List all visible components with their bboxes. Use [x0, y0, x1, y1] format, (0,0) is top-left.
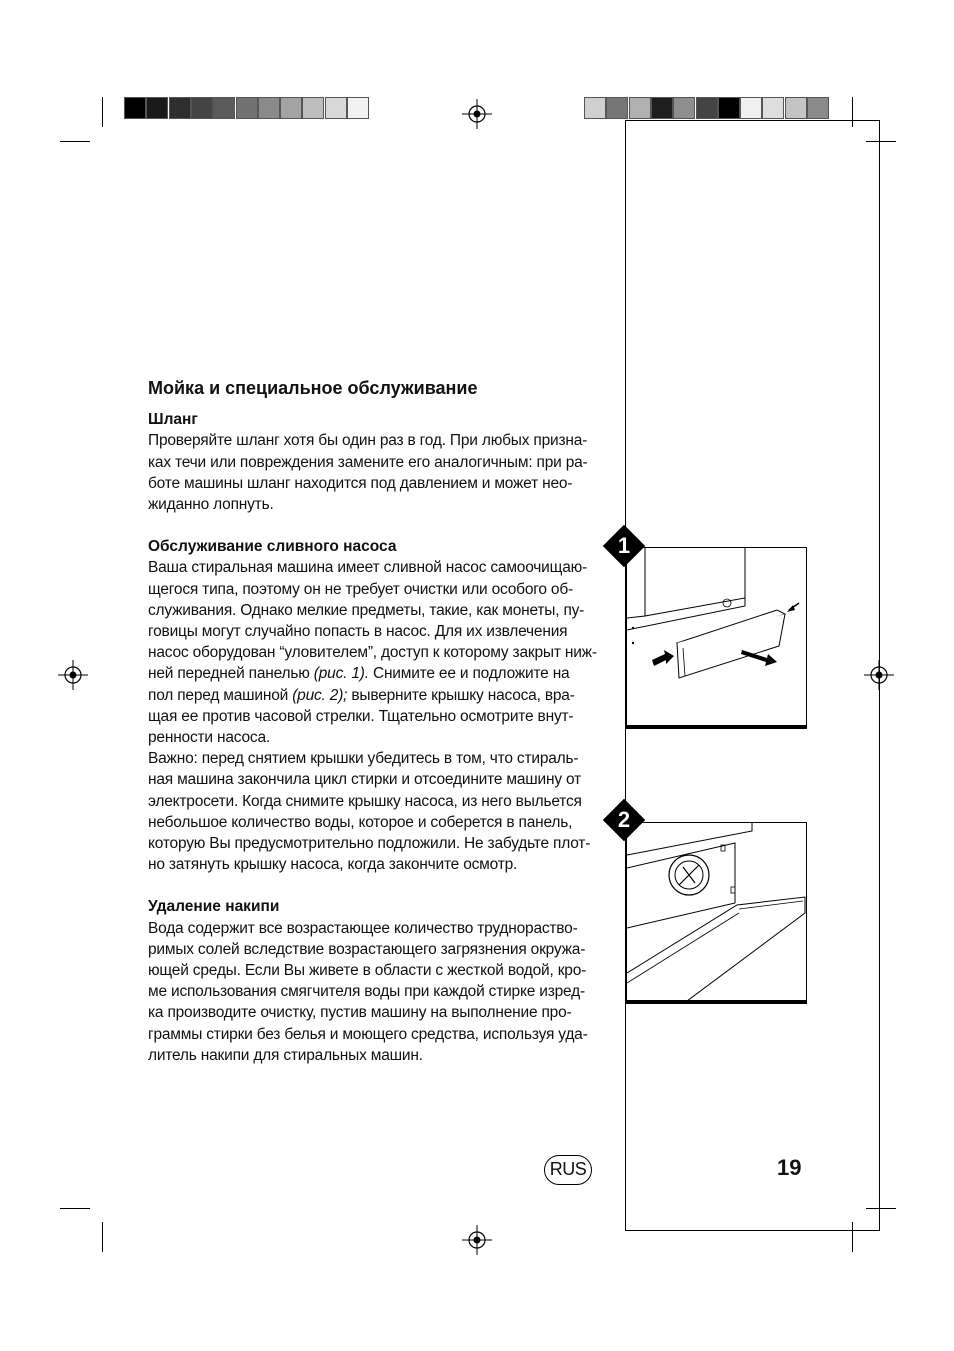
text-line: литель накипи для стиральных машин. — [148, 1046, 423, 1064]
calibration-swatch — [191, 97, 213, 119]
text-line: граммы стирки без белья и моющего средства, используя уда- — [148, 1025, 588, 1043]
calibration-swatch — [258, 97, 280, 119]
text-line: Важно: перед снятием крышки убедитесь в том, что стираль- — [148, 750, 579, 768]
calibration-swatch — [629, 97, 651, 119]
text-line: ющей среды. Если Вы живете в области с жесткой водой, кро- — [148, 962, 587, 980]
figure-1 — [626, 547, 807, 729]
text-line: но затянуть крышку насоса, когда закончите осмотр. — [148, 856, 518, 874]
crop-mark — [852, 1222, 853, 1252]
registration-mark-icon — [462, 1225, 492, 1255]
page-frame-bottom-edge — [625, 1230, 880, 1231]
calibration-swatch — [718, 97, 740, 119]
text-line: ках течи или повреждения замените его аналогичным: при ра- — [148, 453, 588, 471]
figure-reference-1: (рис. 1). — [313, 665, 369, 683]
calibration-swatch — [606, 97, 628, 119]
calibration-swatch — [762, 97, 784, 119]
text-line: римых солей вследствие возрастающего загрязнения окружа- — [148, 940, 586, 958]
hose-paragraph — [148, 430, 608, 515]
pump-cover-unscrew-illustration — [627, 823, 807, 1001]
calibration-swatch — [169, 97, 191, 119]
calibration-swatch — [302, 97, 324, 119]
registration-mark-icon — [462, 99, 492, 129]
text-run: Снимите ее и подложите на — [368, 665, 570, 683]
descale-paragraph — [148, 918, 608, 1066]
text-line: служивания. Однако мелкие предметы, такие, как монеты, пу- — [148, 601, 585, 619]
text-line: Ваша стиральная машина имеет сливной насос самоочищаю- — [148, 559, 588, 577]
crop-mark — [60, 1208, 90, 1209]
calibration-swatch — [280, 97, 302, 119]
calibration-swatch — [740, 97, 762, 119]
text-line: Проверяйте шланг хотя бы один раз в год. При любых призна- — [148, 432, 588, 450]
text-run: пол перед машиной — [148, 686, 293, 704]
crop-mark — [866, 1208, 896, 1209]
text-line: электросети. Когда снимите крышку насоса, из него выльется — [148, 792, 582, 810]
text-line: ренности насоса. — [148, 729, 270, 747]
calibration-swatch — [236, 97, 258, 119]
text-line: Вода содержит все возрастающее количество труднораство- — [148, 919, 578, 937]
page-content — [148, 378, 608, 1066]
pump-panel-removal-illustration — [627, 548, 807, 726]
crop-mark — [102, 97, 103, 127]
calibration-swatch — [696, 97, 718, 119]
figure-2 — [626, 822, 807, 1004]
pump-line — [148, 663, 608, 684]
language-badge: RUS — [544, 1155, 592, 1185]
page-frame-top-edge — [625, 120, 880, 121]
calibration-swatch — [325, 97, 347, 119]
calibration-swatch — [213, 97, 235, 119]
pump-paragraph — [148, 557, 608, 875]
figure-1-label: 1 — [617, 533, 631, 558]
text-run: выверните крышку насоса, вра- — [347, 686, 575, 704]
calibration-swatch — [673, 97, 695, 119]
pump-line — [148, 685, 608, 706]
crop-mark — [866, 141, 896, 142]
registration-mark-icon — [58, 660, 88, 690]
page-frame-right-edge — [879, 120, 880, 1231]
pump-heading: Обслуживание сливного насоса — [148, 538, 397, 556]
calibration-swatch — [347, 97, 369, 119]
calibration-swatch — [146, 97, 168, 119]
text-line: которую Вы предусмотрительно подложили. Не забудьте плот- — [148, 835, 591, 853]
text-line: жиданно лопнуть. — [148, 496, 274, 514]
hose-heading: Шланг — [148, 411, 198, 429]
text-line: ная машина закончила цикл стирки и отсоедините машину от — [148, 771, 581, 789]
page-number: 19 — [777, 1155, 802, 1180]
text-line: боте машины шланг находится под давлением и может нео- — [148, 474, 573, 492]
section-title: Мойка и специальное обслуживание — [148, 378, 478, 398]
text-line: ме использования смягчителя воды при каждой стирке изред- — [148, 983, 585, 1001]
calibration-swatch — [651, 97, 673, 119]
figure-2-label: 2 — [617, 807, 631, 832]
calibration-swatch — [124, 97, 146, 119]
crop-mark — [102, 1222, 103, 1252]
calibration-swatch — [807, 97, 829, 119]
text-line: ка производите очистку, пустив машину на выполнение про- — [148, 1004, 572, 1022]
text-line: щегося типа, поэтому он не требует очистки или особого об- — [148, 580, 573, 598]
text-line: небольшое количество воды, которое и соберется в панель, — [148, 813, 573, 831]
figure-reference-2: (рис. 2); — [292, 686, 348, 704]
calibration-swatch — [785, 97, 807, 119]
descale-heading: Удаление накипи — [148, 898, 280, 916]
text-run: ней передней панелью — [148, 665, 314, 683]
text-line: насос оборудован “уловителем”, доступ к которому закрыт ниж- — [148, 644, 597, 662]
text-line: говицы могут случайно попасть в насос. Для их извлечения — [148, 623, 568, 641]
text-line: щая ее против часовой стрелки. Тщательно осмотрите внут- — [148, 707, 574, 725]
crop-mark — [60, 141, 90, 142]
calibration-swatch — [584, 97, 606, 119]
crop-mark — [852, 97, 853, 127]
